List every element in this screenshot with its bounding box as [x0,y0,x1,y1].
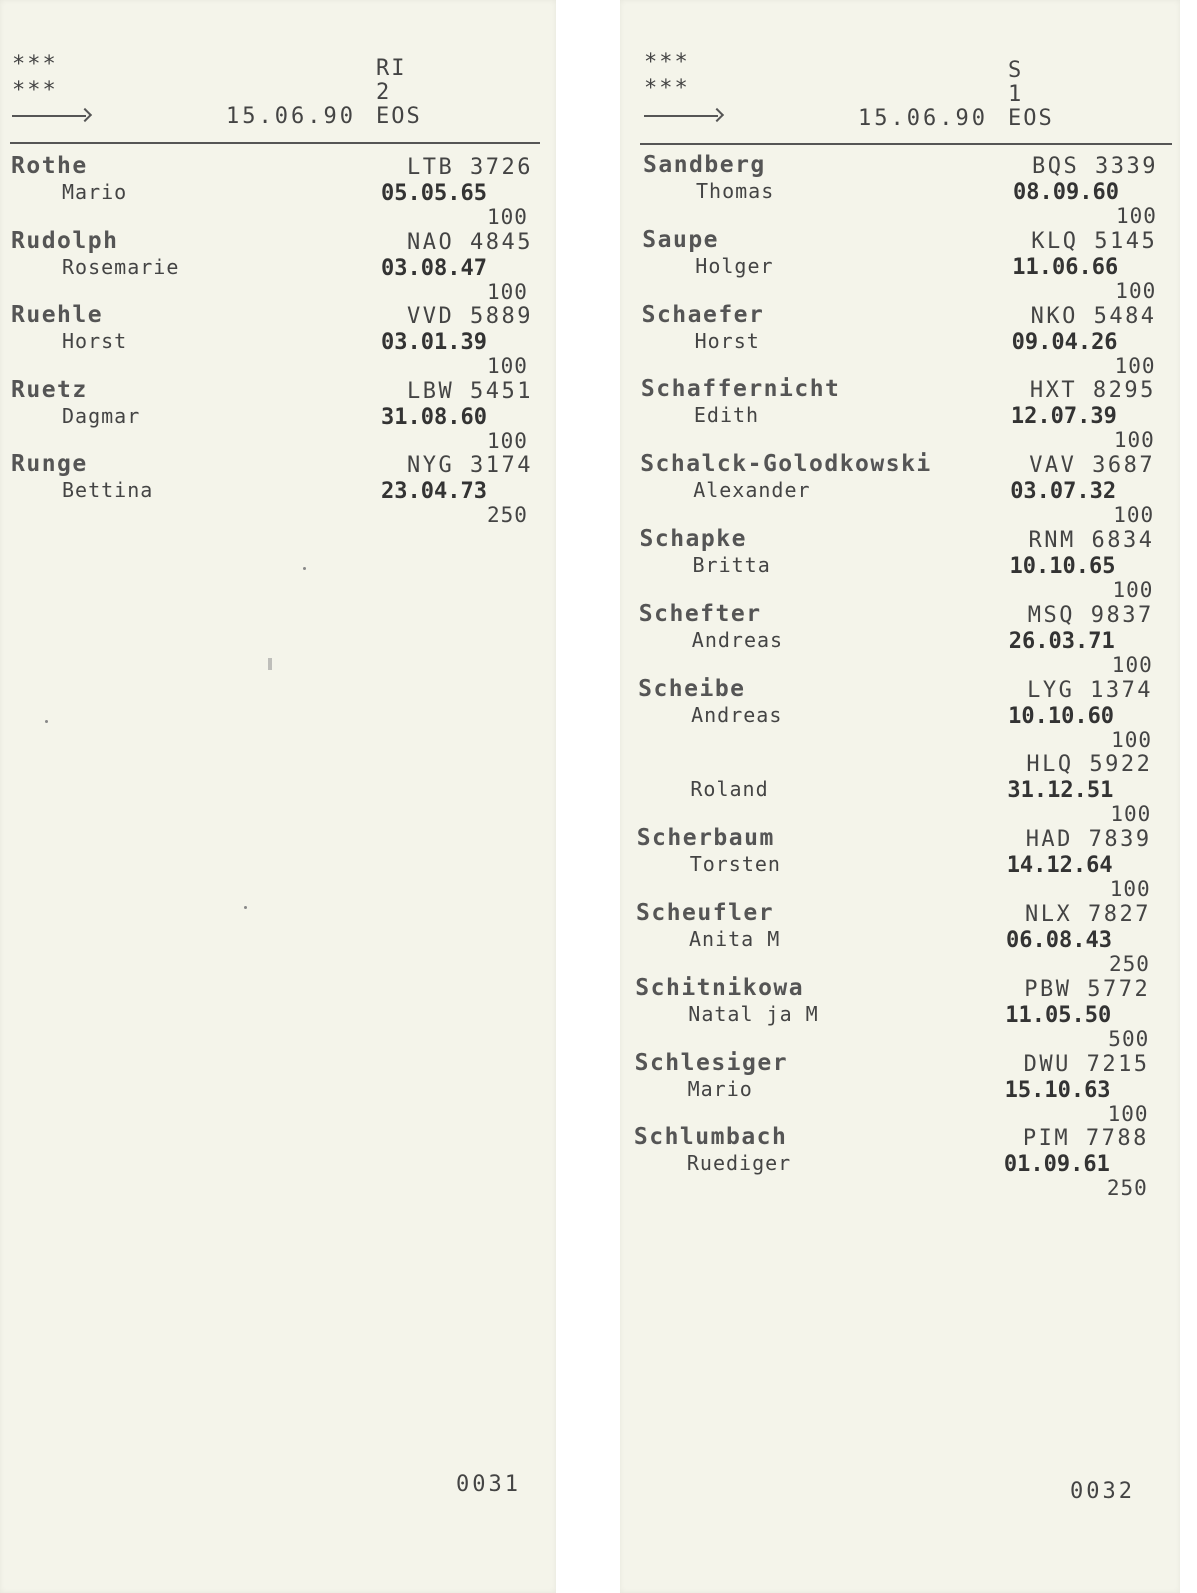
entry-amount: 100 [487,428,528,453]
entry-date: 03.01.39 [381,330,487,355]
entry-surname: Schefter [638,600,762,627]
list-item [0,228,556,303]
header-date: 15.06.90 [858,106,988,131]
entry-amount: 100 [1111,727,1153,752]
header-stars-1: *** [644,50,690,75]
entry-given-name: Andreas [691,702,783,727]
entry-code: NKO 5484 [1030,303,1157,329]
entry-amount: 100 [1113,503,1155,528]
entry-code: LTB 3726 [407,155,533,180]
entry-code: DWU 7215 [1023,1051,1150,1077]
entry-date: 10.10.65 [1009,554,1116,579]
entry-code: NYG 3174 [407,453,533,478]
paper-mark [268,658,272,670]
entry-amount: 250 [487,503,528,527]
list-item [620,526,1180,601]
entry-code: NAO 4845 [407,229,533,255]
list-item [620,1050,1180,1125]
entry-given-name: Roland [690,777,769,802]
printout-sheet-left [0,0,556,1593]
entry-code: VVD 5889 [407,304,533,329]
entry-surname: Scherbaum [636,825,775,852]
arrow-marker [12,115,86,117]
entry-code: LYG 1374 [1027,677,1154,703]
header-stars-1: *** [12,52,58,77]
entry-date: 15.10.63 [1004,1077,1111,1103]
list-item [0,153,556,228]
entry-date: 10.10.60 [1008,703,1115,729]
page-number: 0031 [456,1472,521,1497]
entry-given-name: Horst [62,329,128,353]
entry-given-name: Thomas [696,179,775,203]
header-eos: EOS [1008,106,1054,131]
entry-date: 08.09.60 [1013,180,1119,205]
list-item [620,376,1180,451]
entry-surname: Scheufler [636,900,775,926]
entry-code: HLQ 5922 [1026,752,1153,778]
list-item [620,227,1180,302]
list-item [620,900,1180,975]
entry-amount: 500 [1108,1026,1150,1051]
list-item [620,825,1180,900]
entry-surname: Schaffernicht [640,376,841,403]
entry-code: MSQ 9837 [1027,602,1154,628]
entry-surname: Rudolph [11,227,119,254]
entry-given-name: Ruediger [686,1151,792,1176]
header-eos: EOS [376,104,422,129]
header-date: 15.06.90 [226,104,356,129]
entry-code: NLX 7827 [1025,902,1151,927]
header-section-number: 2 [376,80,392,105]
entry-given-name: Torsten [689,852,781,877]
paper-speck [45,720,48,723]
entry-amount: 100 [1114,353,1156,378]
entry-amount: 100 [1112,578,1154,602]
entry-given-name: Rosemarie [62,254,180,279]
entry-date: 11.05.50 [1005,1002,1112,1028]
entry-code: KLQ 5145 [1031,228,1158,254]
entry-code: PIM 7788 [1022,1126,1149,1152]
entry-surname: Scheibe [638,675,746,702]
entry-date: 23.04.73 [381,479,487,504]
list-item [620,601,1180,676]
paper-speck [244,906,247,909]
entry-date: 03.07.32 [1010,479,1117,505]
entry-given-name: Holger [695,253,774,278]
entry-given-name: Natal ja M [688,1001,819,1026]
entry-given-name: Horst [694,328,760,353]
entry-code: VAV 3687 [1029,453,1156,479]
page-number: 0032 [1070,1479,1135,1504]
paper-speck [303,567,306,570]
header-rule [640,143,1172,145]
entry-date: 05.05.65 [381,181,487,206]
entry-date: 06.08.43 [1006,928,1112,953]
header-stars-2: *** [12,78,58,103]
entry-given-name: Dagmar [62,403,141,428]
entry-surname: Schitnikowa [635,974,805,1001]
entry-date: 26.03.71 [1008,628,1115,654]
entry-date: 14.12.64 [1006,853,1113,879]
list-item [0,302,556,377]
entry-amount: 100 [1111,652,1153,677]
entry-amount: 250 [1109,952,1150,976]
entry-given-name: Andreas [691,627,784,652]
entry-amount: 100 [1113,428,1155,453]
entry-code: LBW 5451 [407,378,533,404]
entry-surname: Schapke [639,526,747,552]
entry-date: 11.06.66 [1012,254,1119,280]
header-stars-2: *** [644,76,690,101]
entry-amount: 100 [1110,802,1152,827]
entry-amount: 100 [487,354,528,378]
entry-date: 03.08.47 [381,255,487,281]
list-item [620,676,1180,751]
entry-amount: 100 [1107,1101,1149,1126]
entry-surname: Schalck-Golodkowski [640,451,932,478]
entry-surname: Schaefer [641,301,765,328]
entry-surname: Schlumbach [633,1124,788,1151]
printout-sheet-right [620,0,1180,1593]
entry-given-name: Britta [692,553,771,577]
entry-code: HXT 8295 [1029,378,1156,404]
entry-given-name: Anita M [689,927,781,951]
entry-code: BQS 3339 [1032,154,1158,179]
entry-surname: Rothe [11,153,88,179]
entry-surname: Ruehle [11,302,104,328]
arrow-marker [644,115,718,117]
entry-date: 01.09.61 [1003,1152,1110,1178]
entry-amount: 250 [1106,1176,1148,1201]
header-rule [10,142,540,144]
entry-code: HAD 7839 [1025,827,1152,853]
header-section-code: RI [376,56,407,81]
entry-date: 31.08.60 [381,404,487,430]
list-item [620,302,1180,377]
entry-date: 09.04.26 [1011,329,1118,355]
entry-surname: Runge [11,451,88,477]
entry-surname: Sandberg [643,152,766,178]
entry-surname: Ruetz [11,376,88,403]
list-item [0,377,556,452]
entry-amount: 100 [1115,278,1157,303]
entry-amount: 100 [487,205,528,229]
scan-background [556,0,620,1593]
entry-given-name: Edith [693,403,760,428]
entry-surname: Saupe [642,226,720,253]
entry-given-name: Bettina [62,478,154,502]
entry-given-name: Alexander [693,478,811,503]
list-item [620,152,1180,227]
list-item [620,750,1180,825]
list-item [620,451,1180,526]
entry-code: PBW 5772 [1024,976,1151,1002]
entry-given-name: Mario [62,180,128,204]
header-section-number: 1 [1008,82,1024,107]
list-item [620,975,1180,1050]
entry-date: 31.12.51 [1007,778,1114,804]
list-item [0,451,556,526]
list-item [620,1124,1180,1199]
entry-surname: Schlesiger [634,1049,789,1076]
entry-date: 12.07.39 [1010,404,1117,430]
entry-amount: 100 [1109,877,1151,902]
entry-code: RNM 6834 [1028,528,1155,553]
entry-amount: 100 [487,279,528,304]
entry-given-name: Mario [687,1076,753,1101]
header-section-code: S [1008,58,1024,83]
entry-amount: 100 [1116,204,1157,228]
